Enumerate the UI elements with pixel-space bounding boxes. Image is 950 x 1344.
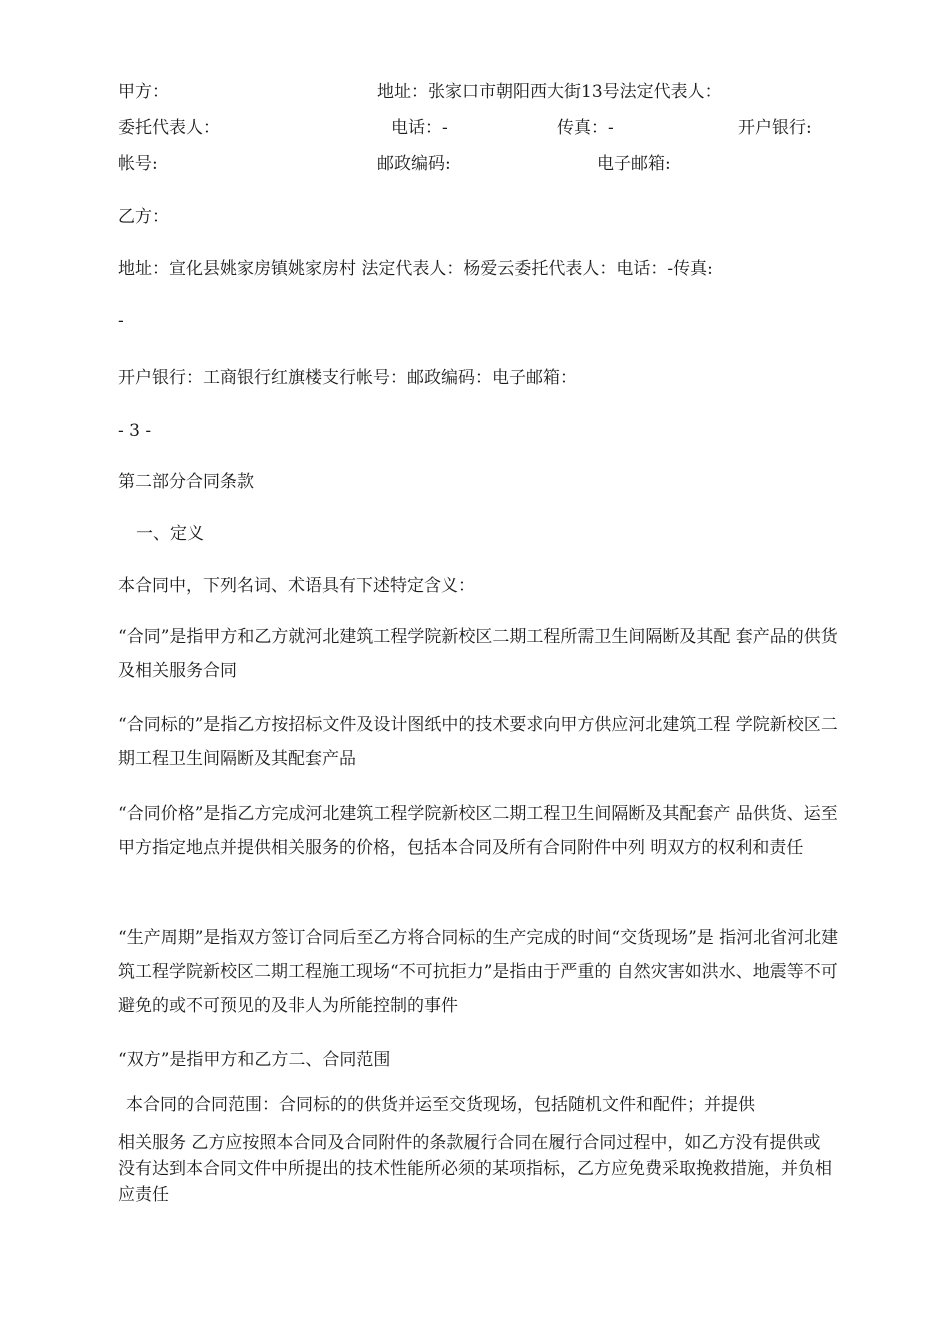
definition-price: “合同价格”是指乙方完成河北建筑工程学院新校区二期工程卫生间隔断及其配套产 品供货、运至甲方指定地点并提供相关服务的价格，包括本合同及所有合同附件中列 明双方的权利和责任 [118,804,838,858]
final-paragraph: 相关服务 乙方应按照本合同及合同附件的条款履行合同在履行合同过程中，如乙方没有提供或 没有达到本合同文件中所提出的技术性能所必须的某项指标，乙方应免费采取挽救措施，并负相应责任 [118,1133,832,1205]
party-b-label: 乙方： [118,207,169,227]
page-number: - 3 - [118,421,152,441]
section-1-title: 一、定义 [136,524,204,544]
party-a-label: 甲方： [118,82,169,102]
party-a-account: 帐号: [118,154,158,174]
definition-contract: “合同”是指甲方和乙方就河北建筑工程学院新校区二期工程所需卫生间隔断及其配 套产品的供货及相关服务合同 [118,627,838,681]
party-a-email: 电子邮箱: [597,154,671,174]
party-b-address-line: 地址：宣化县姚家房镇姚家房村 法定代表人：杨爱云委托代表人：电话：-传真: [118,259,713,279]
definitions-intro: 本合同中，下列名词、术语具有下述特定含义： [118,576,475,596]
scope-line: 本合同的合同范围：合同标的的供货并运至交货现场，包括随机文件和配件；并提供 [126,1095,755,1115]
party-a-phone: 电话：- [391,118,448,138]
definition-subject: “合同标的”是指乙方按招标文件及设计图纸中的技术要求向甲方供应河北建筑工程 学院新校区二期工程卫生间隔断及其配套产品 [118,715,838,769]
party-a-fax: 传真：- [557,118,614,138]
party-a-bank: 开户银行: [738,118,812,138]
party-b-dash: - [118,311,124,331]
part-title: 第二部分合同条款 [118,472,254,492]
party-a-agent: 委托代表人： [118,118,220,138]
definition-production-cycle: “生产周期”是指双方签订合同后至乙方将合同标的生产完成的时间“交货现场”是 指河北省河北建筑工程学院新校区二期工程施工现场“不可抗拒力”是指由于严重的 自然灾害如洪水、地震等不可避免的或不可预见的及非人为所能控制的事件 [118,928,839,1016]
party-a-address: 地址：张家口市朝阳西大街13号法定代表人： [377,82,722,102]
party-b-bank-line: 开户银行：工商银行红旗楼支行帐号：邮政编码：电子邮箱： [118,368,577,388]
definition-parties: “双方”是指甲方和乙方二、合同范围 [118,1050,391,1070]
party-a-postcode: 邮政编码: [377,154,451,174]
